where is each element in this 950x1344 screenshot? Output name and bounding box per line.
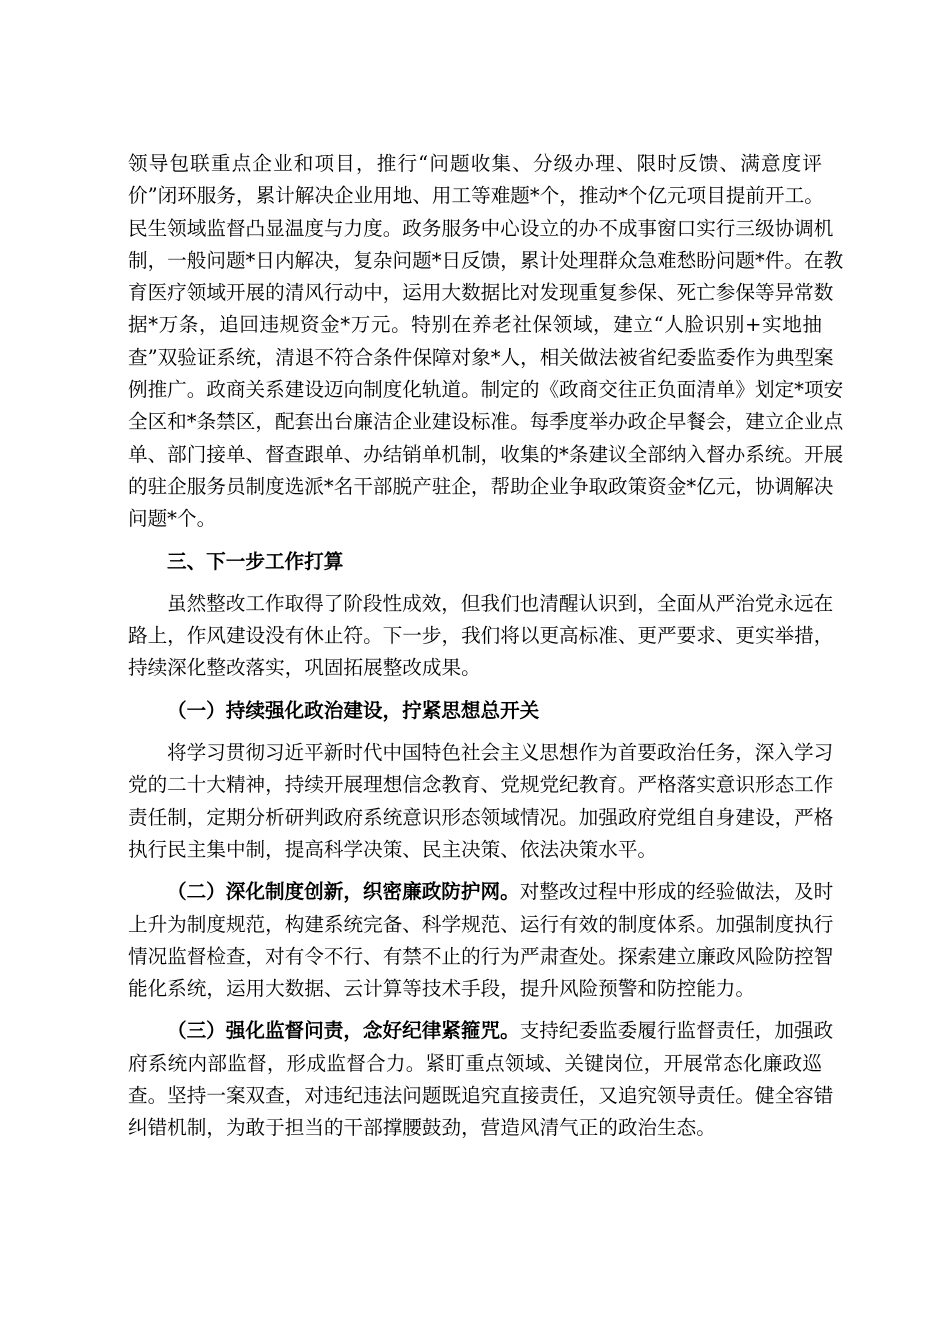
text-line: 全区和*条禁区，配套出台廉洁企业建设标准。每季度举办政企早餐会，建立企业点: [128, 410, 844, 434]
text-line: 育医疗领域开展的清风行动中，运用大数据比对发现重复参保、死亡参保等异常数: [128, 281, 834, 305]
text-line: 上升为制度规范，构建系统完备、科学规范、运行有效的制度体系。加强制度执行: [128, 912, 834, 936]
document-body: [128, 148, 844, 1145]
section-heading: 三、下一步工作打算: [167, 549, 344, 573]
text-line: 将学习贯彻习近平新时代中国特色社会主义思想作为首要政治任务，深入学习: [167, 741, 834, 765]
text-line: [128, 1015, 834, 1047]
text-line: 单、部门接单、督查跟单、办结销单机制，收集的*条建议全部纳入督办系统。开展: [128, 442, 844, 466]
text-line: 执行民主集中制，提高科学决策、民主决策、依法决策水平。: [128, 837, 658, 861]
text-run: 对整改过程中形成的经验做法，及时: [519, 880, 834, 904]
text-line: [128, 876, 834, 908]
paragraph-sub1: [128, 737, 834, 866]
text-line: 路上，作风建设没有休止符。下一步，我们将以更高标准、更严要求、更实举措，: [128, 624, 834, 648]
text-line: 据*万条，追回违规资金*万元。特别在养老社保领域，建立“人脸识别+实地抽: [128, 313, 822, 337]
paragraph-continued: [128, 148, 844, 536]
paragraph-sub3: [128, 1015, 834, 1144]
text-line: 党的二十大精神，持续开展理想信念教育、党规党纪教育。严格落实意识形态工作: [128, 773, 834, 797]
text-line: 情况监督检查，对有令不行、有禁不止的行为严肃查处。探索建立廉政风险防控智: [128, 944, 834, 968]
text-run: 支持纪委监委履行监督责任，加强政: [519, 1019, 834, 1043]
text-line: 例推广。政商关系建设迈向制度化轨道。制定的《政商交往正负面清单》划定*项安: [128, 378, 844, 402]
text-line: 制，一般问题*日内解决，复杂问题*日反馈，累计处理群众急难愁盼问题*件。在教: [128, 248, 844, 272]
subsection-lead: （三）强化监督问责，念好纪律紧箍咒。: [167, 1019, 520, 1043]
text-line: 能化系统，运用大数据、云计算等技术手段，提升风险预警和防控能力。: [128, 977, 755, 1001]
text-line: 责任制，定期分析研判政府系统意识形态领域情况。加强政府党组自身建设，严格: [128, 805, 834, 829]
text-line: 府系统内部监督，形成监督合力。紧盯重点领域、关键岗位，开展常态化廉政巡: [128, 1051, 822, 1075]
subsection-heading: （一）持续强化政治建设，拧紧思想总开关: [167, 698, 540, 722]
paragraph-sub2: [128, 876, 834, 1005]
text-line: 查。坚持一案双查，对违纪违法问题既追究直接责任，又追究领导责任。健全容错: [128, 1084, 834, 1108]
text-line: 民生领域监督凸显温度与力度。政务服务中心设立的办不成事窗口实行三级协调机: [128, 216, 834, 240]
text-line: 纠错机制，为敢于担当的干部撑腰鼓劲，营造风清气正的政治生态。: [128, 1116, 716, 1140]
text-line: 问题*个。: [128, 507, 217, 531]
text-line: 领导包联重点企业和项目，推行“问题收集、分级办理、限时反馈、满意度评: [128, 152, 822, 175]
subsection-lead: （二）深化制度创新，织密廉政防护网。: [167, 880, 520, 904]
paragraph-intro: [128, 588, 834, 685]
text-line: 虽然整改工作取得了阶段性成效，但我们也清醒认识到，全面从严治党永远在: [167, 591, 834, 615]
text-line: 价”闭环服务，累计解决企业用地、用工等难题*个，推动*个亿元项目提前开工。: [128, 184, 824, 208]
text-line: 的驻企服务员制度选派*名干部脱产驻企，帮助企业争取政策资金*亿元，协调解决: [128, 474, 834, 498]
text-line: 查”双验证系统，清退不符合条件保障对象*人，相关做法被省纪委监委作为典型案: [128, 345, 834, 369]
text-line: 持续深化整改落实，巩固拓展整改成果。: [128, 656, 481, 680]
